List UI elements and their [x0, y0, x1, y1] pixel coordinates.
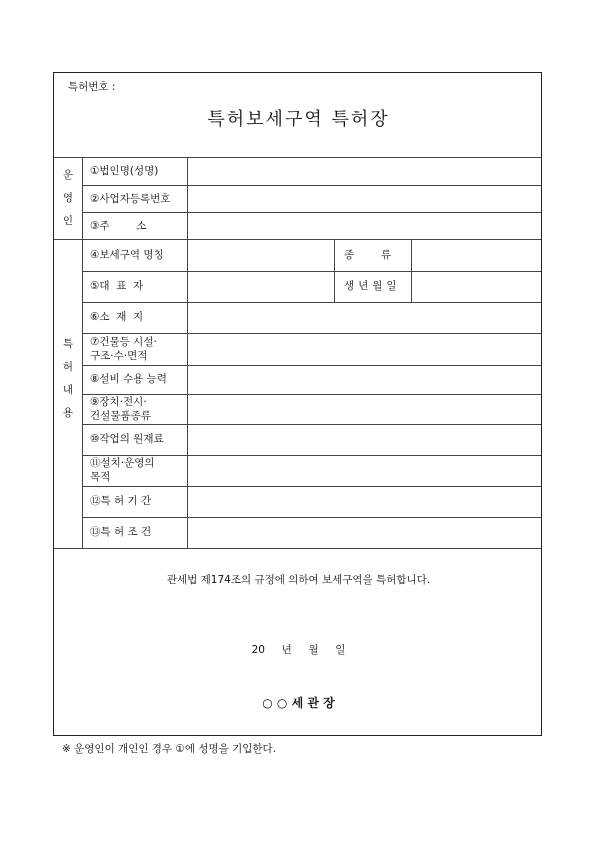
patent-number-label: 특허번호 : — [68, 81, 116, 93]
raw-materials-field[interactable] — [188, 425, 541, 455]
area-name-label: ④보세구역 명칭 — [90, 249, 164, 261]
business-registration-field[interactable] — [188, 186, 541, 212]
representative-field[interactable] — [188, 272, 334, 302]
operator-section-label — [61, 164, 75, 233]
vertical-label-char: 허 — [62, 361, 74, 373]
vertical-label-char: 내 — [62, 384, 74, 396]
raw-materials-label: ⑩작업의 원재료 — [90, 433, 164, 445]
business-registration-label: ②사업자등록번호 — [90, 193, 171, 205]
location-label: ⑥소 재 지 — [90, 311, 144, 323]
purpose-label: ⑪설치·운영의 목적 — [90, 457, 155, 483]
type-field[interactable] — [412, 240, 541, 271]
section-label-column-line — [82, 157, 83, 548]
corporation-name-label: ①법인명(성명) — [90, 165, 159, 177]
birth-date-label: 생년월일 — [344, 280, 401, 292]
capacity-field[interactable] — [188, 366, 541, 394]
capacity-label: ⑧설비 수용 능력 — [90, 373, 167, 385]
statement-text: 관세법 제174조의 규정에 의하여 보세구역을 특허합니다. — [166, 574, 431, 586]
address-field[interactable] — [188, 213, 541, 239]
period-field[interactable] — [188, 487, 541, 517]
vertical-label-char: 영 — [62, 192, 74, 204]
representative-label: ⑤대 표 자 — [90, 280, 144, 292]
divider-section — [54, 548, 541, 549]
vertical-label-char: 운 — [62, 169, 74, 181]
period-label: ⑫특 허 기 간 — [90, 495, 152, 507]
area-name-field[interactable] — [188, 240, 334, 271]
footnote: ※ 운영인이 개인인 경우 ①에 성명을 기입한다. — [62, 743, 277, 755]
vertical-label-char: 특 — [62, 338, 74, 350]
patent-section-label — [61, 333, 75, 425]
conditions-field[interactable] — [188, 518, 541, 548]
corporation-name-field[interactable] — [188, 158, 541, 185]
purpose-field[interactable] — [188, 456, 541, 486]
vertical-label-char: 용 — [62, 407, 74, 419]
date-line: 20 년 월 일 — [251, 644, 346, 656]
vertical-label-char: 인 — [62, 215, 74, 227]
buildings-label: ⑦건물등 시설· 구조·수·면적 — [90, 336, 157, 362]
sub-column-line — [334, 239, 335, 302]
devices-label: ⑨장치·전시· 건설물품종류 — [90, 396, 151, 422]
birth-date-field[interactable] — [412, 272, 541, 302]
document-title: 특허보세구역 특허장 — [207, 109, 390, 130]
conditions-label: ⑬특 허 조 건 — [90, 526, 152, 538]
devices-field[interactable] — [188, 395, 541, 424]
type-label: 종 류 — [344, 249, 391, 261]
patent-certificate-form — [53, 72, 542, 736]
issuer-signature: ○ ○ 세 관 장 — [262, 696, 335, 710]
address-label: ③주 소 — [90, 220, 147, 232]
location-field[interactable] — [188, 303, 541, 333]
buildings-field[interactable] — [188, 334, 541, 365]
